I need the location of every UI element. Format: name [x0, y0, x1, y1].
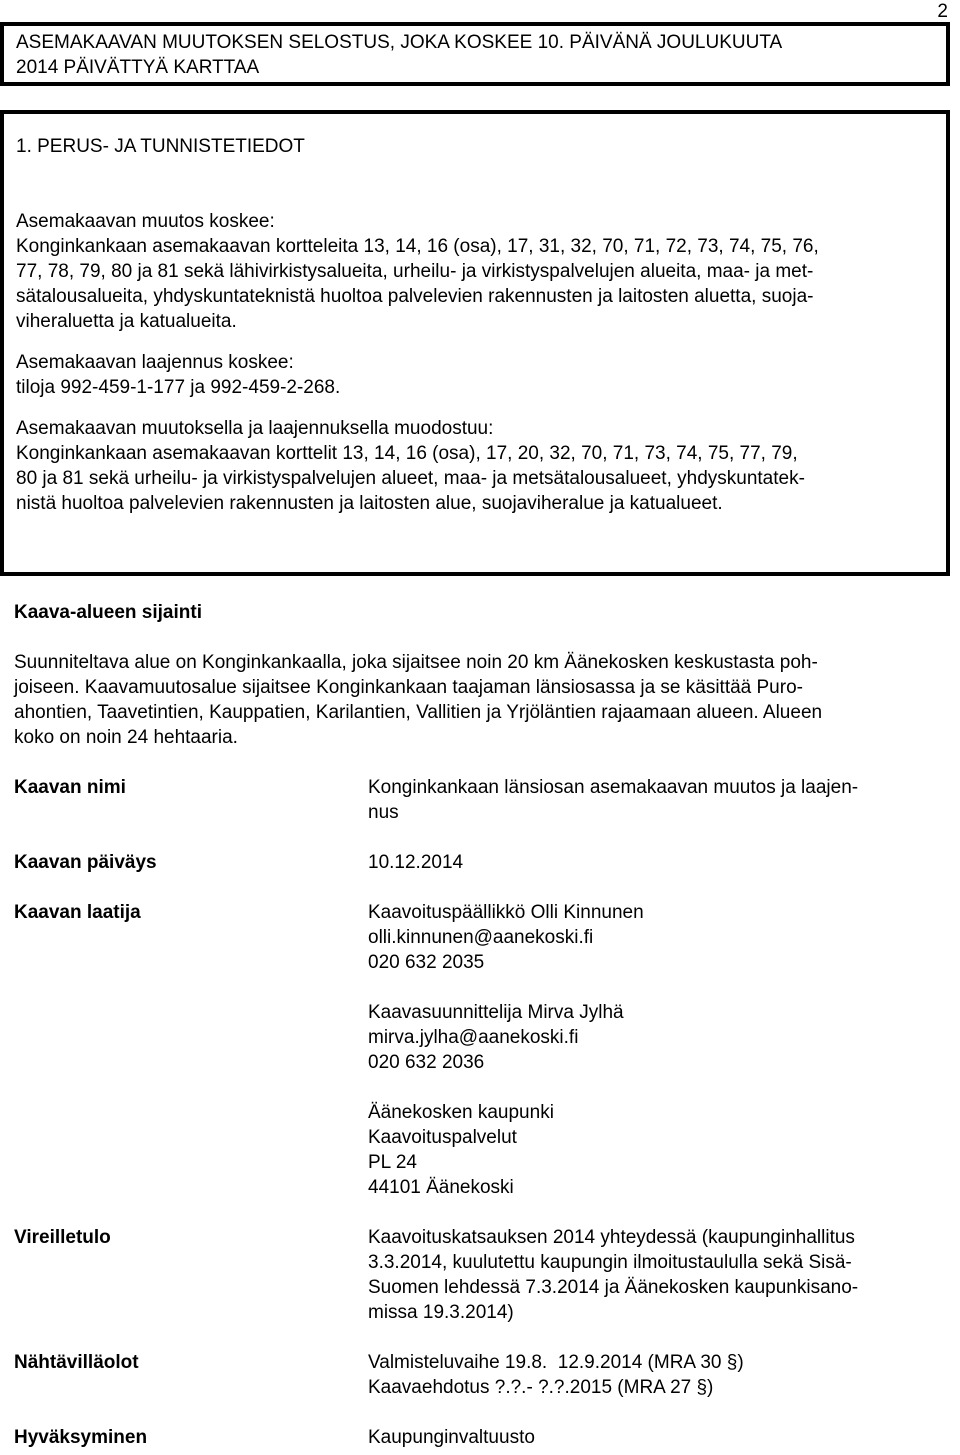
paragraph-label: Asemakaavan muutoksella ja laajennuksella muodostuu: — [16, 418, 494, 439]
info-line: missa 19.3.2014) — [368, 1302, 514, 1323]
info-line: Suomen lehdessä 7.3.2014 ja Äänekosken kaupunkisano- — [368, 1277, 859, 1298]
location-line: joiseen. Kaavamuutosalue sijaitsee Konginkankaan taajaman länsiosassa ja se käsittää Puro- — [14, 677, 803, 698]
info-row-pending — [14, 1225, 944, 1350]
info-line: Äänekosken kaupunki — [368, 1102, 554, 1123]
info-line: Kaavoituspalvelut — [368, 1127, 517, 1148]
info-line: Konginkankaan länsiosan asemakaavan muutos ja laajen- — [368, 777, 859, 798]
info-line: nus — [368, 802, 399, 823]
info-line: 020 632 2036 — [368, 1052, 485, 1073]
paragraph-line: tiloja 992-459-1-177 ja 992-459-2-268. — [16, 377, 341, 398]
paragraph-line: 80 ja 81 sekä urheilu- ja virkistyspalvelujen alueet, maa- ja metsätalousalueet, yhdyskuntatek- — [16, 468, 805, 489]
paragraph-line: viheraluetta ja katualueita. — [16, 311, 237, 332]
paragraph-extension-concerns — [16, 350, 934, 400]
info-label: Kaavan päiväys — [14, 852, 157, 873]
paragraph-line: sätalousalueita, yhdyskuntateknistä huoltoa palvelevien rakennusten ja laitosten aluetta, suoja- — [16, 286, 814, 307]
info-value — [368, 900, 944, 1225]
location-line: koko on noin 24 hehtaaria. — [14, 727, 238, 748]
info-row-author — [14, 900, 944, 1225]
paragraph-result — [16, 416, 934, 516]
info-line: Kaavaehdotus ?.?.- ?.?.2015 (MRA 27 §) — [368, 1377, 714, 1398]
info-line: Kaupunginvaltuusto — [368, 1427, 535, 1448]
info-line: 3.3.2014, kuulutettu kaupungin ilmoitustaululla sekä Sisä- — [368, 1252, 852, 1273]
info-line: 44101 Äänekoski — [368, 1177, 514, 1198]
info-value — [368, 1425, 944, 1450]
location-line: ahontien, Taavetintien, Kauppatien, Karilantien, Vallitien ja Yrjöläntien rajaamaan alueen. Alueen — [14, 702, 823, 723]
info-row-date — [14, 850, 944, 900]
info-line: 10.12.2014 — [368, 852, 464, 873]
info-line: Kaavasuunnittelija Mirva Jylhä — [368, 1002, 624, 1023]
location-line: Suunniteltava alue on Konginkankaalla, joka sijaitsee noin 20 km Äänekosken keskustasta poh- — [14, 652, 818, 673]
paragraph-line: nistä huoltoa palvelevien rakennusten ja laitosten alue, suojaviheralue ja katualueet. — [16, 493, 723, 514]
location-heading: Kaava-alueen sijainti — [14, 602, 202, 623]
info-line: Kaavoituskatsauksen 2014 yhteydessä (kaupunginhallitus — [368, 1227, 855, 1248]
document-title-box — [0, 22, 950, 86]
paragraph-line: Konginkankaan asemakaavan korttelit 13, 14, 16 (osa), 17, 20, 32, 70, 71, 73, 74, 75, 77, 79, — [16, 443, 798, 464]
info-line: Valmisteluvaihe 19.8. 12.9.2014 (MRA 30 §) — [368, 1352, 744, 1373]
paragraph-change-concerns — [16, 209, 934, 334]
info-label: Vireilletulo — [14, 1227, 111, 1248]
document-title-line: 2014 PÄIVÄTTYÄ KARTTAA — [16, 57, 260, 78]
page-number: 2 — [937, 1, 948, 22]
info-label: Nähtävilläolot — [14, 1352, 139, 1373]
info-row-display — [14, 1350, 944, 1425]
info-line: 020 632 2035 — [368, 952, 485, 973]
info-row-name — [14, 775, 944, 850]
info-line: mirva.jylha@aanekoski.fi — [368, 1027, 579, 1048]
document-title-line: ASEMAKAAVAN MUUTOKSEN SELOSTUS, JOKA KOSKEE 10. PÄIVÄNÄ JOULUKUUTA — [16, 32, 783, 53]
section-title: 1. PERUS- JA TUNNISTETIEDOT — [16, 136, 305, 157]
paragraph-line: 77, 78, 79, 80 ja 81 sekä lähivirkistysalueita, urheilu- ja virkistyspalvelujen alueita, maa- ja met- — [16, 261, 814, 282]
info-value — [368, 775, 944, 850]
paragraph-line: Konginkankaan asemakaavan kortteleita 13, 14, 16 (osa), 17, 31, 32, 70, 71, 72, 73, 74, 75, 76, — [16, 236, 819, 257]
basic-info-box — [0, 110, 950, 576]
info-line: PL 24 — [368, 1152, 417, 1173]
info-line: olli.kinnunen@aanekoski.fi — [368, 927, 594, 948]
location-text — [14, 650, 944, 750]
info-value — [368, 1350, 944, 1425]
info-row-approval — [14, 1425, 944, 1450]
info-label: Hyväksyminen — [14, 1427, 148, 1448]
info-label: Kaavan nimi — [14, 777, 126, 798]
paragraph-label: Asemakaavan muutos koskee: — [16, 211, 275, 232]
plan-info-table — [14, 775, 944, 1450]
info-value — [368, 1225, 944, 1350]
info-label: Kaavan laatija — [14, 902, 141, 923]
info-line: Kaavoituspäällikkö Olli Kinnunen — [368, 902, 644, 923]
info-value — [368, 850, 944, 900]
paragraph-label: Asemakaavan laajennus koskee: — [16, 352, 294, 373]
